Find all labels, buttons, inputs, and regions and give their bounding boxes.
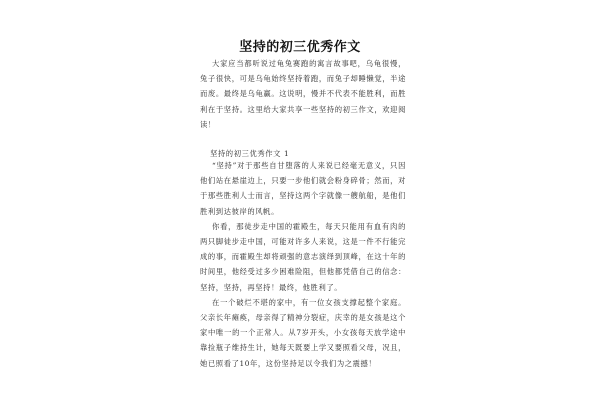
section-heading: 坚持的初三优秀作文 1	[210, 149, 290, 158]
page-title: 坚持的初三优秀作文	[239, 40, 361, 55]
intro-block	[200, 56, 406, 132]
intro-paragraph: 大家应当都听说过龟兔赛跑的寓言故事吧，乌龟很慢，兔子很快，可是乌龟始终坚持着跑，而兔子却睡懒觉，半途而废。最终是乌龟赢。这说明，慢并不代表不能胜利，而胜利在于坚持。这里给大家共享一些坚持的初三作文，欢迎阅读！	[200, 59, 406, 129]
body-block	[200, 158, 406, 371]
body-paragraph-1: “坚持”对于那些自甘堕落的人来说已经毫无意义，只因他们站在悬崖边上，只要一步他们就会粉身碎骨；然而，对于那些胜利人士而言，坚持这两个字就像一艘航船，是他们胜利到达彼岸的风帆。	[200, 161, 406, 216]
body-paragraph-2: 你看，那徒步走中国的霍殿生，每天只能用有血有肉的两只脚徒步走中国，可能对许多人来说，这是一件不行能完成的事，而霍殿生却将顽强的意志演绎到顶峰，在这十年的时间里，他经受过多少困难险阻，但他都凭借自己的信念：坚持，坚持，再坚持！最终，他胜利了。	[200, 221, 406, 292]
body-paragraph-3: 在一个破烂不堪的家中，有一位女孩支撑起整个家庭。父亲长年瘫痪，母亲得了精神分裂症，庆幸的是女孩是这个家中唯一的一个正常人。从7岁开头，小女孩每天放学途中靠捡瓶子维持生计，她每天既要上学又要照看父母，况且，她已照看了10年，这份坚持足以令我们为之震撼！	[200, 297, 406, 368]
